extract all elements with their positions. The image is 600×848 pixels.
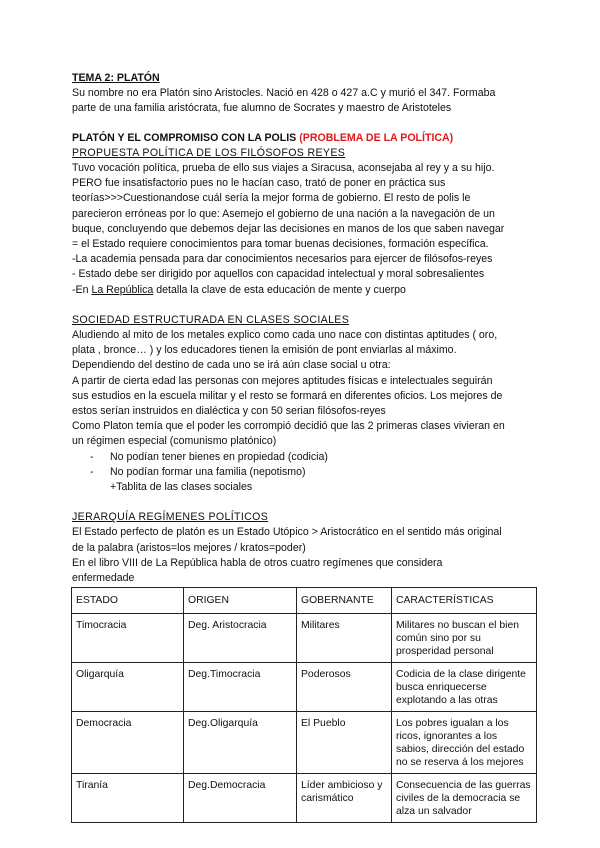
table-cell: Democracia <box>72 712 184 774</box>
paragraph-line: Tuvo vocación política, prueba de ello sus viajes a Siracusa, aconsejaba al rey y a su hijo. <box>72 162 495 175</box>
tema-title: TEMA 2: PLATÓN <box>72 72 160 84</box>
paragraph-line: = el Estado requiere conocimientos para tomar buenas decisiones, formación específica. <box>72 238 489 251</box>
table-cell: Líder ambicioso y carismático <box>297 774 392 823</box>
regimenes-table <box>71 587 537 823</box>
table-row <box>72 663 537 712</box>
table-cell: Deg.Timocracia <box>184 663 297 712</box>
republica-suffix: detalla la clave de esta educación de mente y cuerpo <box>153 283 406 296</box>
table-row <box>72 614 537 663</box>
table-cell: Deg. Aristocracia <box>184 614 297 663</box>
table-cell: Timocracia <box>72 614 184 663</box>
paragraph-line: teorías>>>Cuestionandose cuál sería la mejor forma de gobierno. El resto de polis le <box>72 192 471 205</box>
table-cell: Consecuencia de las guerras civiles de la democracia se alza un salvador <box>392 774 537 823</box>
paragraph-line: A partir de cierta edad las personas con mejores aptitudes físicas e intelectuales seguirán <box>72 374 493 387</box>
table-cell: Deg.Oligarquía <box>184 712 297 774</box>
polis-heading-red: (PROBLEMA DE LA POLÍTICA) <box>299 131 454 144</box>
table-cell: El Pueblo <box>297 712 392 774</box>
document-content <box>72 71 534 823</box>
paragraph-line: Aludiendo al mito de los metales explico como cada uno nace con distintas aptitudes ( oro, <box>72 329 498 342</box>
table-cell: Tiranía <box>72 774 184 823</box>
table-cell: Militares no buscan el bien común sino por su prosperidad personal <box>392 614 537 663</box>
table-row <box>72 712 537 774</box>
paragraph-line: plata , bronce… ) y los educadores tienen la emisión de pont enviarlas al máximo. <box>72 344 457 357</box>
paragraph-line: - Estado debe ser dirigido por aquellos con capacidad intelectual y moral sobresalientes <box>72 268 485 281</box>
table-cell: Oligarquía <box>72 663 184 712</box>
table-header-cell: ESTADO <box>72 588 184 614</box>
republica-reference: La República <box>91 283 154 296</box>
paragraph-line: un régimen especial (comunismo platónico) <box>72 435 277 448</box>
paragraph-line: enfermedade <box>72 572 135 585</box>
paragraph-line: -La academia pensada para dar conocimientos necesarios para ejercer de filósofos-reyes <box>72 253 493 266</box>
list-item: - No podían formar una familia (nepotismo) <box>72 465 534 480</box>
restrictions-list <box>72 450 534 480</box>
table-header-cell: GOBERNANTE <box>297 588 392 614</box>
paragraph-line: Dependiendo del destino de cada uno se irá aún clase social u otra: <box>72 359 391 372</box>
list-item: - No podían tener bienes en propiedad (codicia) <box>72 450 534 465</box>
paragraph-line: PERO fue insatisfactorio pues no le hacían caso, trató de poner en práctica sus <box>72 177 446 190</box>
table-cell: Poderosos <box>297 663 392 712</box>
paragraph-line: Como Platon temía que el poder les corrompió decidió que las 2 primeras clases vivieran en <box>72 420 505 433</box>
table-header-cell: CARACTERÍSTICAS <box>392 588 537 614</box>
sociedad-subheading: SOCIEDAD ESTRUCTURADA EN CLASES SOCIALES <box>72 313 350 326</box>
table-header-row <box>72 588 537 614</box>
paragraph-line: En el libro VIII de La República habla de otros cuatro regímenes que considera <box>72 556 443 569</box>
paragraph-line: El Estado perfecto de platón es un Estado Utópico > Aristocrático en el sentido más original <box>72 526 502 539</box>
polis-heading-text: PLATÓN Y EL COMPROMISO CON LA POLIS <box>72 131 297 144</box>
paragraph-line: de la palabra (aristos=los mejores / kratos=poder) <box>72 541 306 554</box>
table-cell: Codicia de la clase dirigente busca enriquecerse explotando a las otras <box>392 663 537 712</box>
table-cell: Deg.Democracia <box>184 774 297 823</box>
polis-heading <box>72 131 534 146</box>
paragraph-line <box>72 283 534 298</box>
table-cell: Los pobres igualan a los ricos, ignorantes a los sabios, dirección del estado no se reserva á los mejores <box>392 712 537 774</box>
jerarquia-subheading: JERARQUÍA REGÍMENES POLÍTICOS <box>72 511 269 524</box>
filosofos-reyes-subheading: PROPUESTA POLÍTICA DE LOS FILÓSOFOS REYES <box>72 146 346 159</box>
republica-prefix: -En <box>72 283 92 296</box>
paragraph-line: sus estudios en la escuela militar y el resto se formará en diferentes oficios. Los mejores de <box>72 389 503 402</box>
paragraph-line: estos serían instruidos en dialéctica y con 50 serian filósofos-reyes <box>72 405 386 418</box>
table-header-cell: ORIGEN <box>184 588 297 614</box>
table-row <box>72 774 537 823</box>
paragraph-line: parecieron erróneas por lo que: Asemejo el gobierno de una nación a la navegación de un <box>72 207 495 220</box>
intro-line: Su nombre no era Platón sino Aristocles. Nació en 428 o 427 a.C y murió el 347. Formaba <box>72 87 496 100</box>
table-cell: Militares <box>297 614 392 663</box>
paragraph-line: buque, concluyendo que debemos dejar las decisiones en manos de los que saben navegar <box>72 222 505 235</box>
tablita-note: +Tablita de las clases sociales <box>110 481 253 494</box>
intro-line: parte de una familia aristócrata, fue alumno de Socrates y maestro de Aristoteles <box>72 102 452 115</box>
